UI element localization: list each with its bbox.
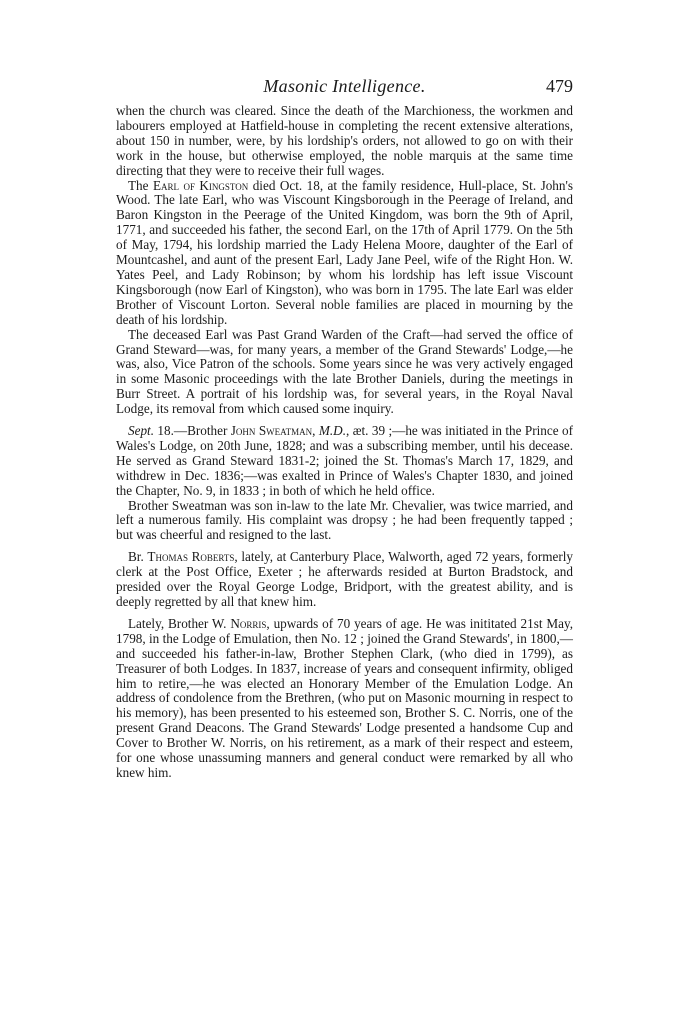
running-head [116, 74, 573, 104]
text-segment: Brother Sweatman was son in-law to the late Mr. Chevalier, was twice married, and left a numerous family. His complaint was dropsy ; he had been frequently tapped ; but was cheerful and resigned to the last. [116, 497, 573, 543]
text-segment: John Sweatman [230, 423, 313, 439]
text-segment: Thomas Roberts [147, 549, 235, 565]
text-segment: , lately, at Canterbury Place, Walworth, aged 72 years, formerly clerk at the Post Office, Exeter ; he afterwards resided at Burton Bradstock, and presided over the Royal George Lodge, Bridport, with the greatest ability, and is deeply regretted by all that knew him. [116, 549, 574, 609]
text-segment: The [128, 177, 153, 193]
text-segment: 18.—Brother [154, 423, 231, 439]
text-segment: when the church was cleared. Since the death of the Marchioness, the workmen and labourers employed at Hatfield-house in completing the recent extensive alterations, about 150 in number, were, by his lordship's orders, not allowed to go on with their work in the house, but otherwise employed, the noble marquis at the same time directing that they were to receive their full wages. [116, 103, 573, 178]
text-segment: Sept. [128, 423, 155, 439]
text-segment: The deceased Earl was Past Grand Warden of the Craft—had served the office of Grand Steward—was, for many years, a member of the Grand Stewards' Lodge,—he was, also, Vice Patron of the schools. Some years since he was very actively engaged in some Masonic proceedings with the late Brother Daniels, during the meetings in Burr Street. A portrait of his lordship was, for several years, in the Royal Naval Lodge, its removal from which caused some inquiry. [116, 326, 573, 417]
paragraph-thomas-roberts [116, 550, 573, 610]
text-segment: , [312, 423, 319, 439]
text-segment: Br. [128, 549, 148, 565]
body-text [116, 104, 573, 781]
paragraph-deceased-earl [116, 328, 573, 417]
paragraph-earl-of-kingston [116, 179, 573, 328]
text-segment: , upwards of 70 years of age. He was inititated 21st May, 1798, in the Lodge of Emulation, then No. 12 ; joined the Grand Stewards', in 1800,—and succeeded his father-in-law, Brother Stephen Clark, (who died in 1799), as Treasurer of both Lodges. In 1837, increase of years and consequent infirmity, obliged him to retire,—he was elected an Honorary Member of the Emulation Lodge. An address of condolence from the Brethren, (who put on Masonic mourning in respect to his memory), has been presented to his esteemed son, Brother S. C. Norris, one of the present Grand Deacons. The Grand Stewards' Lodge presented a handsome Cup and Cover to Brother W. Norris, on his retirement, as a mark of their respect and esteem, for one whose unassuming manners and general conduct were remarked by all who knew him. [116, 615, 573, 780]
paragraph-continuation [116, 104, 573, 179]
text-segment: Earl of Kingston [152, 177, 249, 193]
text-segment: Lately, Brother W. [128, 615, 231, 631]
page-number: 479 [546, 76, 573, 96]
paragraph-sweatman [116, 424, 573, 499]
text-segment: died Oct. 18, at the family residence, Hull-place, St. John's Wood. The late Earl, who was Viscount Kingsborough in the Peerage of Ireland, and Baron Kingston in the Peerage of the United Kingdom, was born the 9th of April, 1771, and succeeded his father, the second Earl, on the 17th of April 1779. On the 5th of May, 1794, his lordship married the Lady Helena Moore, daughter of the Earl of Mountcashel, and aunt of the present Earl, Lady Jane Peel, wife of the Right Hon. W. Yates Peel, and Lady Robinson; by whom his lordship has left issue Viscount Kingsborough (now Earl of Kingston), who was born in 1795. The late Earl was elder Brother of Viscount Lorton. Several noble families are placed in mourning by the death of his lordship. [116, 177, 573, 327]
text-segment: , æt. 39 ;—he was initiated in the Prince of Wales's Lodge, on 20th June, 1828; and was a subscribing member, until his decease. He served as Grand Steward 1831-2; joined the St. Thomas's March 17, 1829, and withdrew in Dec. 1836;—was exalted in Prince of Wales's Chapter 1830, and joined the Chapter, No. 9, in 1833 ; in both of which he held office. [116, 423, 573, 498]
running-title: Masonic Intelligence. [263, 76, 426, 96]
text-segment: M.D. [318, 423, 346, 439]
paragraph-sweatman-family [116, 499, 573, 544]
document-page [116, 74, 573, 781]
paragraph-norris [116, 617, 573, 781]
text-segment: Norris [230, 615, 267, 631]
